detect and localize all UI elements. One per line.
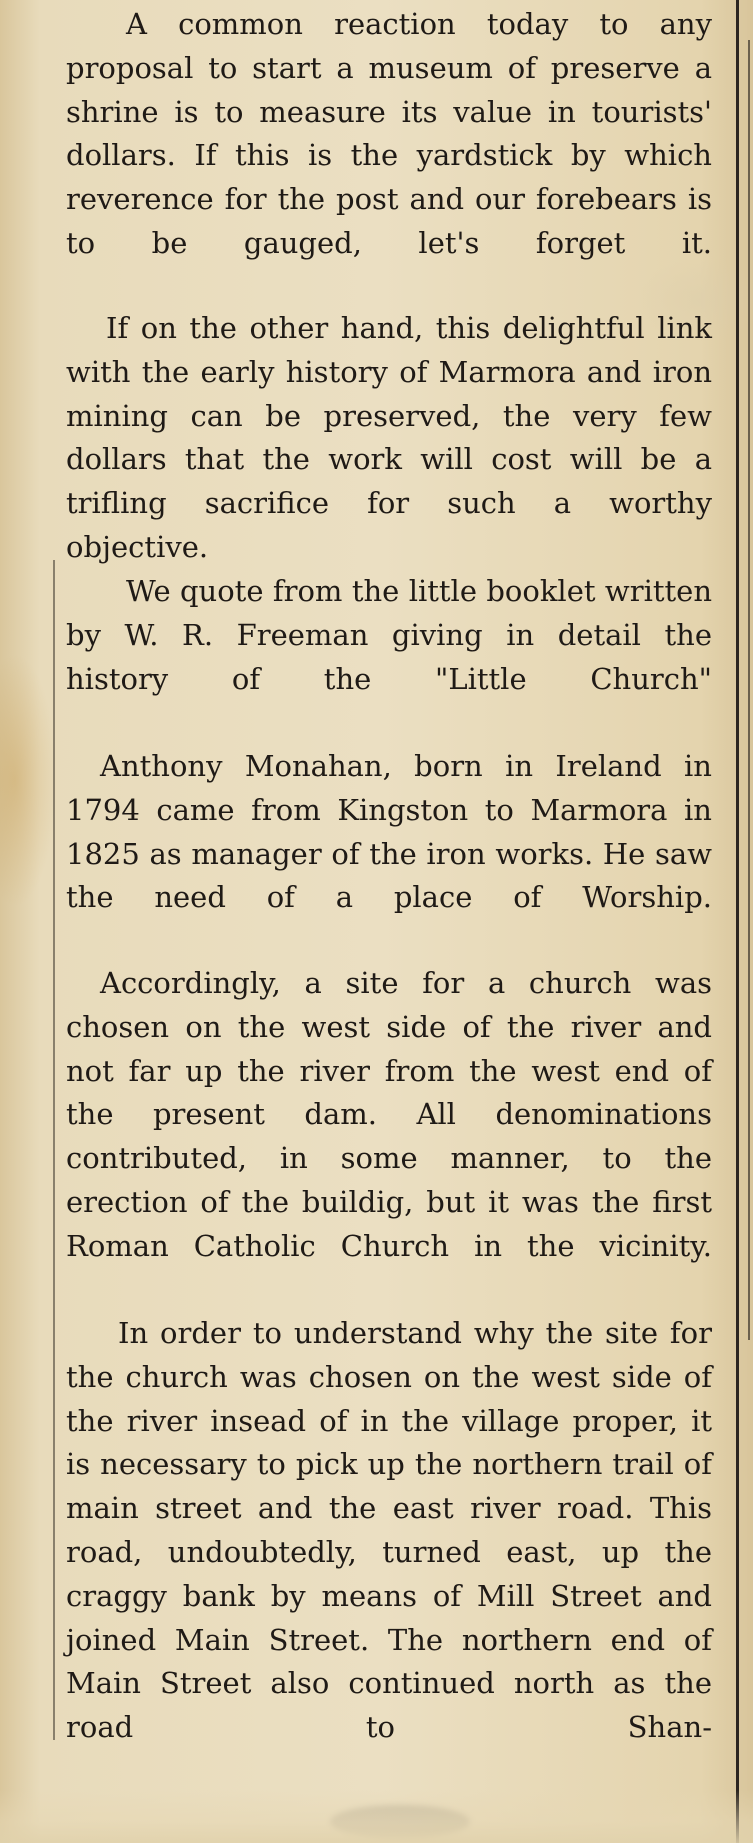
paragraph-booklet-quote: We quote from the little booklet written by W. R. Freeman giving in detail the history of the "Little Church" — [66, 574, 712, 696]
paragraph-museum-reaction: A common reaction today to any proposal to start a museum of preserve a shrine is to measure its value in tourists' dollars. If this is the yardstick by which reverence for the post and our forebears is to be gauged, let's forget it. — [66, 7, 712, 260]
column-rule-outer — [748, 40, 750, 1340]
paragraph-anthony-monahan: Anthony Monahan, born in Ireland in 1794 came from Kingston to Marmora in 1825 as manager of the iron works. He saw the need of a place of Worship. — [66, 749, 712, 915]
column-rule-left — [53, 560, 55, 1740]
paragraph-preservation-link: If on the other hand, this delightful link with the early history of Marmora and iron mining can be preserved, the very few dollars that the work will cost will be a trifling sacrifice for such a worthy objective. — [66, 311, 712, 564]
column-rule-right — [736, 0, 739, 1843]
paragraph-river-road: In order to understand why the site for the church was chosen on the west side of the river insead of in the village proper, it is necessary to pick up the northern trail of main street and the east river road. This road, undoubtedly, turned east, up the craggy bank by means of Mill Street and joined Main Street. The northern end of Main Street also continued north as the road to Shan- — [66, 1316, 712, 1745]
article-column — [66, 0, 712, 1843]
paragraph-church-site: Accordingly, a site for a church was chosen on the west side of the river and not far up the river from the west end of the present dam. All denominations contributed, in some manner, to the erection of the buildig, but it was the first Roman Catholic Church in the vicinity. — [66, 966, 712, 1263]
torn-bottom-edge — [0, 1790, 753, 1843]
